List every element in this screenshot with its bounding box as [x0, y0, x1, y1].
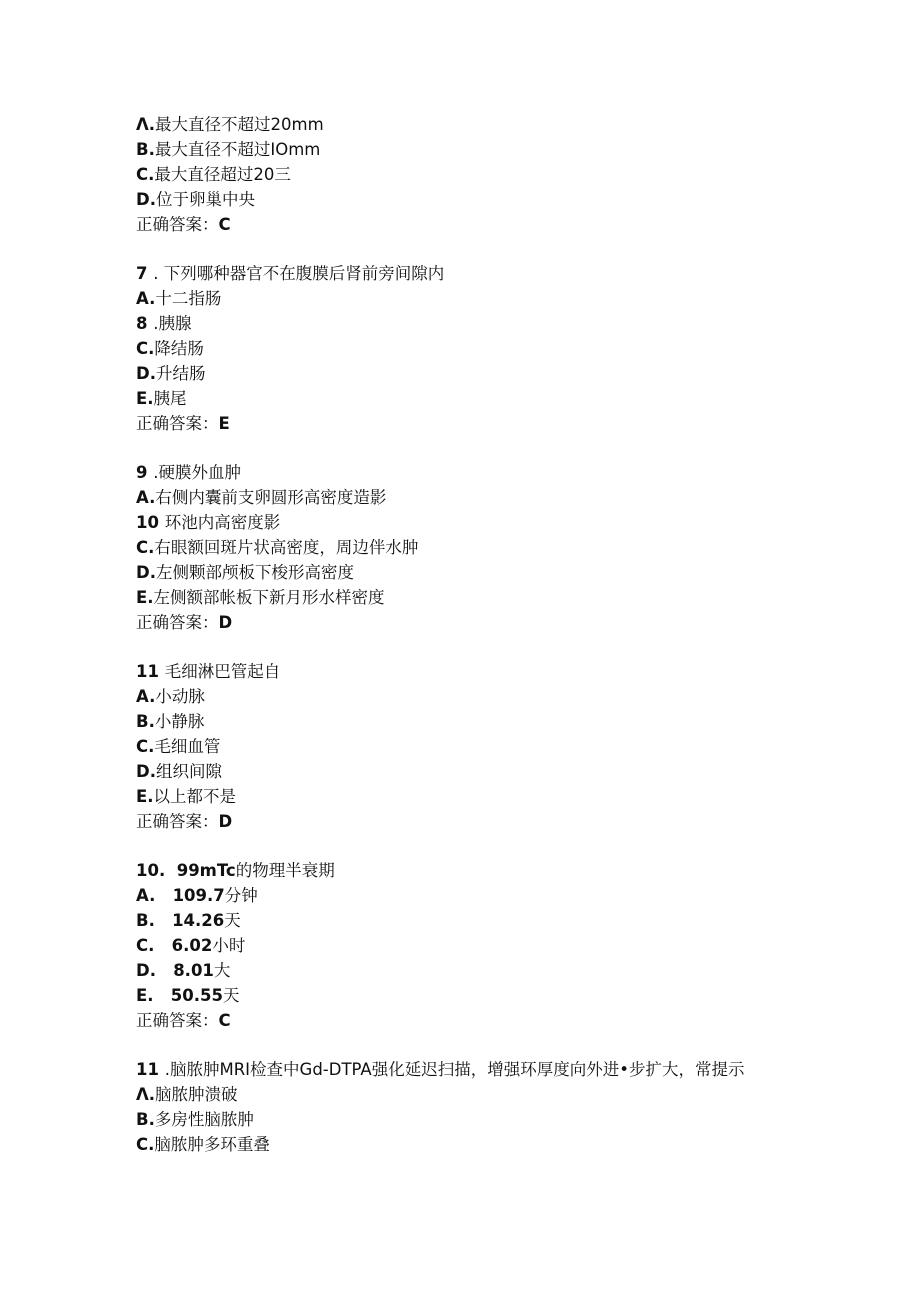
option-line: E.以上都不是	[136, 787, 237, 806]
option-line: E. 50.55天	[136, 986, 240, 1005]
document-page	[136, 112, 786, 1157]
answer-line: 正确答案：D	[136, 613, 233, 632]
answer-value: D	[218, 613, 233, 632]
option-line: C.最大直径超过20三	[136, 165, 291, 184]
option-line: C.降结肠	[136, 339, 204, 358]
option-line: C.毛细血管	[136, 737, 221, 756]
answer-line: 正确答案：D	[136, 812, 233, 831]
option-line: A.十二指肠	[136, 289, 222, 308]
question-block	[136, 858, 786, 1033]
option-line: B.最大直径不超过IOmm	[136, 140, 321, 159]
answer-line: 正确答案：C	[136, 1011, 231, 1030]
answer-value: C	[218, 1011, 231, 1030]
option-line: A. 109.7分钟	[136, 886, 258, 905]
option-line: D. 8.01大	[136, 961, 231, 980]
option-line: B.小静脉	[136, 712, 205, 731]
option-line: B.多房性脑脓肿	[136, 1110, 254, 1129]
answer-line: 正确答案：E	[136, 414, 230, 433]
answer-value: E	[218, 414, 230, 433]
question-line: 7 . 下列哪种器官不在腹膜后肾前旁间隙内	[136, 264, 445, 283]
question-line: 11 .脑脓肿MRI检查中Gd-DTPA强化延迟扫描，增强环厚度向外进•步扩大，常提示	[136, 1060, 745, 1079]
option-line: C.脑脓肿多环重叠	[136, 1135, 270, 1154]
option-line: 10 环池内高密度影	[136, 513, 281, 532]
option-line: E.左侧额部帐板下新月形水样密度	[136, 588, 385, 607]
option-line: C. 6.02小时	[136, 936, 246, 955]
answer-value: D	[218, 812, 233, 831]
option-line: 8 .胰腺	[136, 314, 192, 333]
question-line: 9 .硬膜外血肿	[136, 463, 241, 482]
option-line: A.右侧内囊前支卵圆形高密度造影	[136, 488, 387, 507]
option-line: A.小动脉	[136, 687, 205, 706]
question-line: 10. 99mTc的物理半衰期	[136, 861, 335, 880]
question-line: 11 毛细淋巴管起自	[136, 662, 281, 681]
option-line: D.升结肠	[136, 364, 206, 383]
question-block	[136, 112, 786, 237]
option-line: Λ.最大直径不超过20mm	[136, 115, 324, 134]
answer-value: C	[218, 215, 231, 234]
question-block	[136, 1057, 786, 1157]
answer-line: 正确答案：C	[136, 215, 231, 234]
option-line: D.左侧颗部颅板下梭形高密度	[136, 563, 354, 582]
question-block	[136, 659, 786, 834]
option-line: D.位于卵巢中央	[136, 190, 255, 209]
option-line: D.组织间隙	[136, 762, 222, 781]
option-line: B. 14.26天	[136, 911, 241, 930]
option-line: C.右眼额回斑片状高密度，周边伴水肿	[136, 538, 419, 557]
option-line: E.胰尾	[136, 389, 187, 408]
option-line: Λ.脑脓肿溃破	[136, 1085, 238, 1104]
question-block	[136, 261, 786, 436]
question-block	[136, 460, 786, 635]
